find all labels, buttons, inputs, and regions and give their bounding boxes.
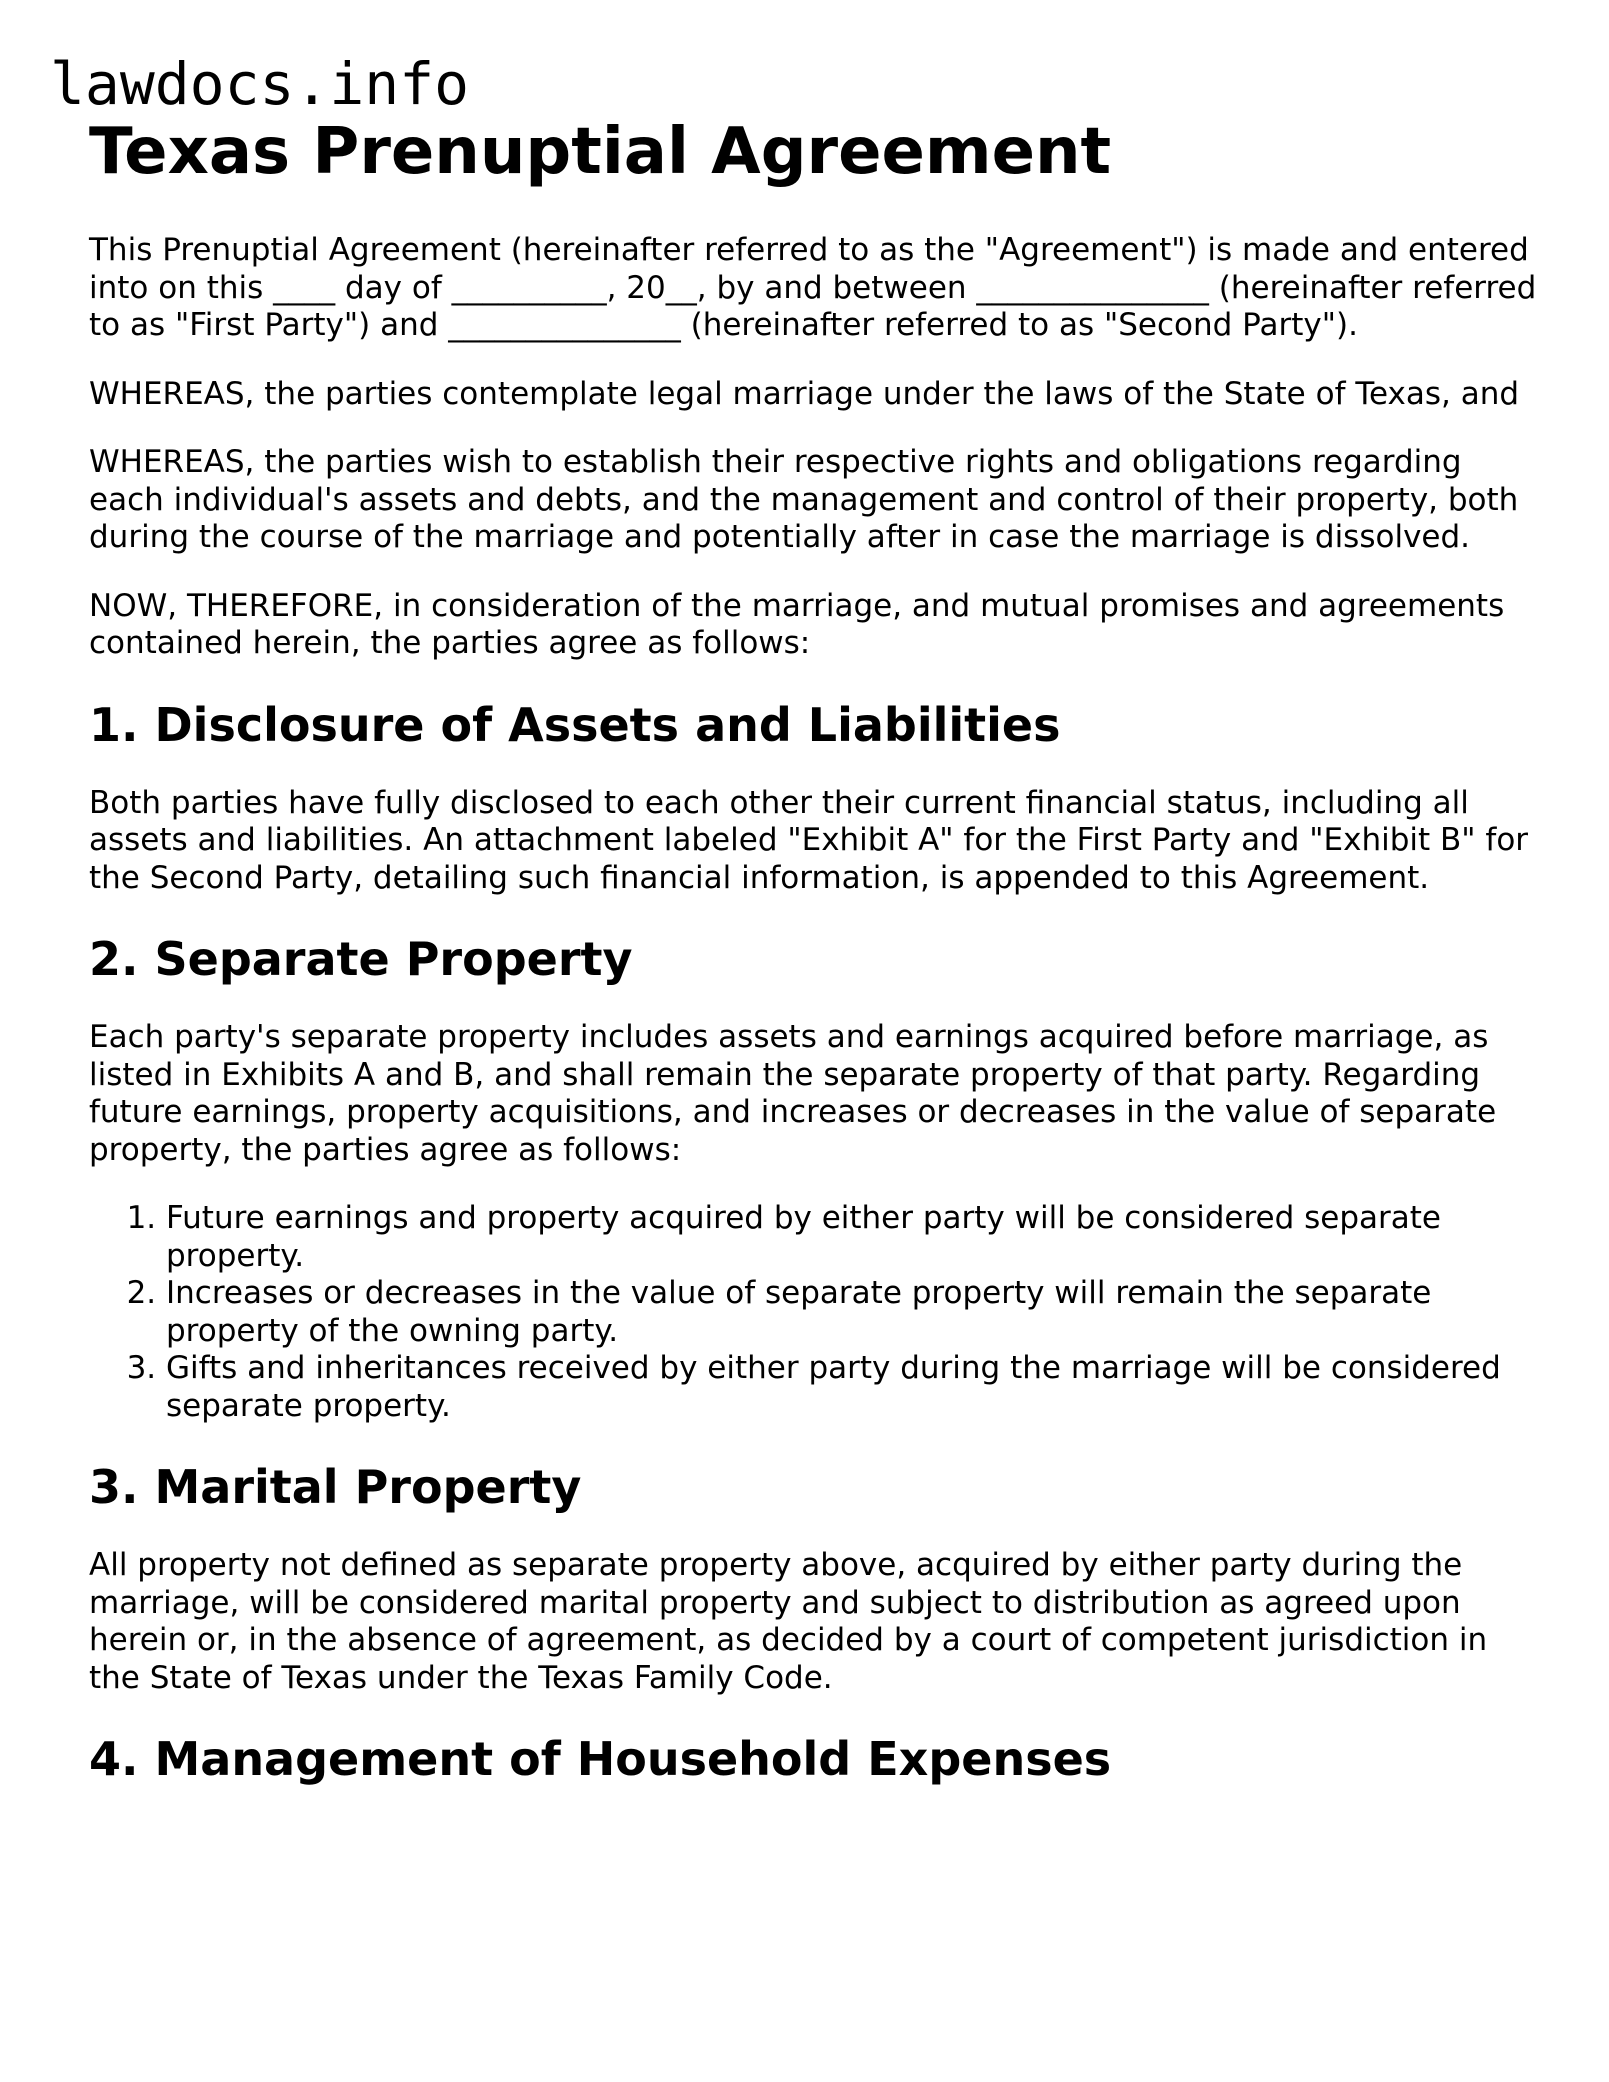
section-body-disclosure: Both parties have fully disclosed to each other their current financial status, including all assets and liabilities. An attachment labeled "Exhibit A" for the First Party and "Exhibit B" for the Second Party, detailing such financial information, is appended to this Agreement. xyxy=(89,784,1529,896)
section-heading-marital-property: 3. Marital Property xyxy=(89,1460,582,1514)
now-therefore-paragraph: NOW, THEREFORE, in consideration of the marriage, and mutual promises and agreements contained herein, the parties agree as follows: xyxy=(89,587,1505,661)
list-item: 1. Future earnings and property acquired by either party will be considered separate property. xyxy=(166,1200,1539,1275)
document-body xyxy=(89,114,1539,1819)
list-item: 2. Increases or decreases in the value of separate property will remain the separate property of the owning party. xyxy=(166,1275,1539,1350)
site-brand: lawdocs.info xyxy=(50,50,470,118)
whereas-marriage-paragraph: WHEREAS, the parties contemplate legal marriage under the laws of the State of Texas, and xyxy=(89,375,1520,412)
section-body-separate-property: Each party's separate property includes assets and earnings acquired before marriage, as listed in Exhibits A and B, and shall remain the separate property of that party. Regarding future earnings, property acquisitions, and increases or decreases in the value of separate property, the parties agree as follows: xyxy=(89,1019,1497,1168)
whereas-rights-paragraph: WHEREAS, the parties wish to establish their respective rights and obligations regarding each individual's assets and debts, and the management and control of their property, both during the course of the marriage and potentially after in case the marriage is dissolved. xyxy=(89,444,1519,555)
section-heading-separate-property: 2. Separate Property xyxy=(89,932,633,986)
separate-property-list xyxy=(89,1200,1539,1425)
section-heading-household-expenses: 4. Management of Household Expenses xyxy=(89,1732,1112,1786)
intro-paragraph: This Prenuptial Agreement (hereinafter referred to as the "Agreement") is made and entered into on this ____ day of __________, 20__, by and between _______________ (hereinafter referred to as "First Party") and _______________ (hereinafter referred to as "Second Party"). xyxy=(89,232,1537,343)
section-body-marital-property: All property not defined as separate property above, acquired by either party during the marriage, will be considered marital property and subject to distribution as agreed upon herein or, in the absence of agreement, as decided by a court of competent jurisdiction in the State of Texas under the Texas Family Code. xyxy=(89,1547,1488,1696)
list-item: 3. Gifts and inheritances received by either party during the marriage will be considered separate property. xyxy=(166,1350,1539,1425)
document-title: Texas Prenuptial Agreement xyxy=(89,115,1112,189)
section-heading-disclosure: 1. Disclosure of Assets and Liabilities xyxy=(89,697,1061,752)
